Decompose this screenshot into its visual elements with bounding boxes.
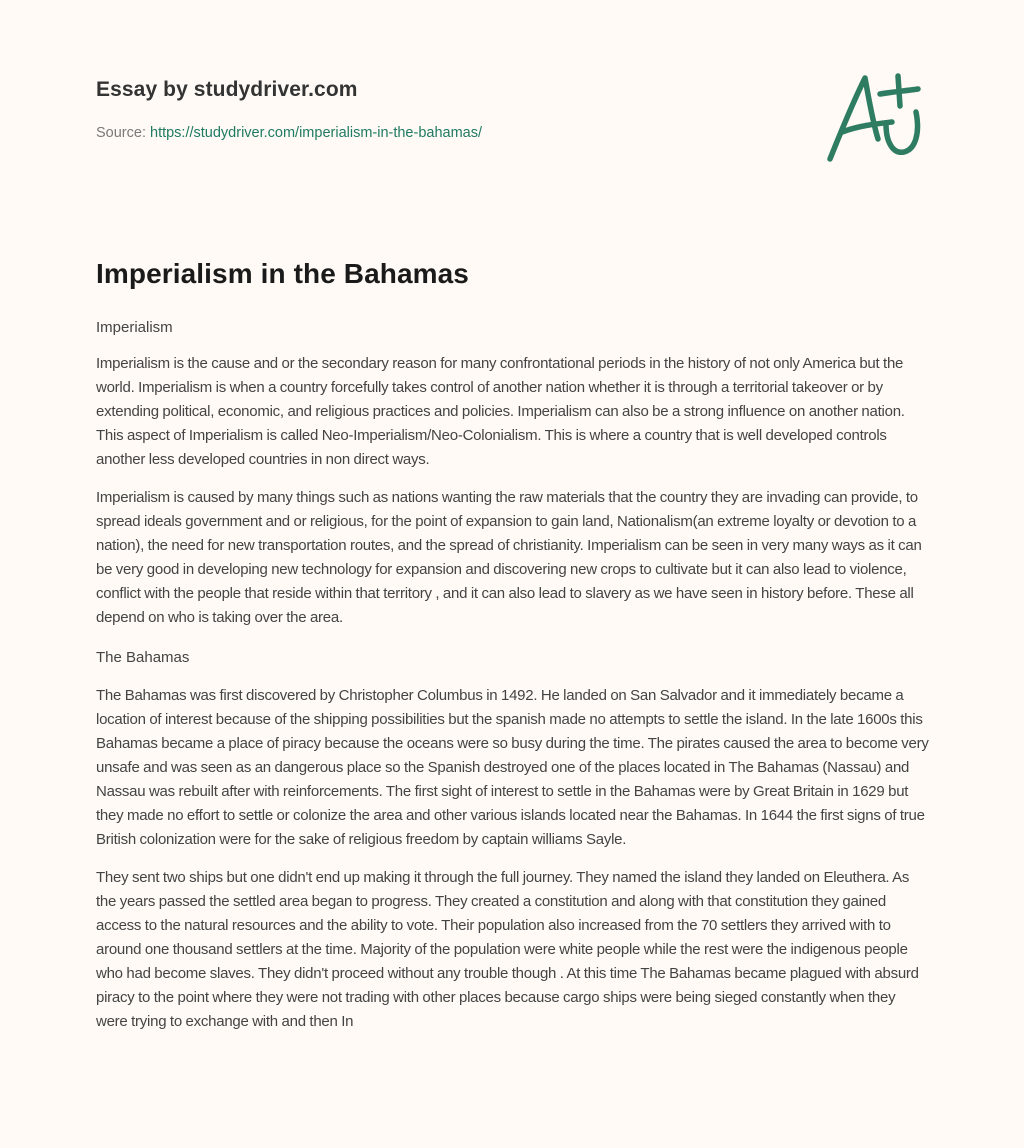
paragraph: The Bahamas was first discovered by Christopher Columbus in 1492. He landed on San Salvador and it immediately became a location of interest because of the shipping possibilities but the spanish made no attempts to settle the island. In the late 1600s this Bahamas became a place of piracy because the oceans were so busy during the time. The pirates caused the area to become very unsafe and was seen as an dangerous place so the Spanish destroyed one of the places located in The Bahamas (Nassau) and Nassau was rebuilt after with reinforcements. The first sight of interest to settle in the Bahamas were by Great Britain in 1629 but they made no effort to settle or colonize the area and other various islands located near the Bahamas. In 1644 the first signs of true British colonization were for the sake of religious freedom by captain williams Sayle. [96,687,929,848]
page-title: Imperialism in the Bahamas [96,258,469,289]
source-line [96,123,796,143]
section-heading-imperialism: Imperialism [96,319,173,336]
paragraph: They sent two ships but one didn't end up making it through the full journey. They named the island they landed on Eleuthera. As the years passed the settled area began to progress. They created a constitution and along with that constitution they gained access to the natural resources and the ability to vote. Their population also increased from the 70 settlers they arrived with to around one thousand settlers at the time. Majority of the population were white people while the rest were the indigenous people who had become slaves. They didn't proceed without any trouble though . At this time The Bahamas became plagued with absurd piracy to the point where they were not trading with other places because cargo ships were being sieged constantly when they were trying to exchange with and then In [96,869,919,1030]
paragraph: Imperialism is caused by many things such as nations wanting the raw materials that the country they are invading can provide, to spread ideals government and or religious, for the point of expansion to gain land, Nationalism(an extreme loyalty or devotion to a nation), the need for new transportation routes, and the spread of christianity. Imperialism can be seen in very many ways as it can be very good in developing new technology for expansion and discovering new crops to cultivate but it can also lead to violence, conflict with the people that reside within that territory , and it can also lead to slavery as we have seen in history before. These all depend on who is taking over the area. [96,489,922,626]
paragraph: Imperialism is the cause and or the secondary reason for many confrontational periods in the history of not only America but the world. Imperialism is when a country forcefully takes control of another nation whether it is through a territorial takeover or by extending political, economic, and religious practices and policies. Imperialism can also be a strong influence on another nation. This aspect of Imperialism is called Neo-Imperialism/Neo-Colonialism. This is where a country that is well developed controls another less developed countries in non direct ways. [96,355,905,468]
section-heading-the-bahamas: The Bahamas [96,649,190,666]
a-plus-grade-icon [820,64,930,169]
source-label: Source: [96,125,150,141]
page-header [96,74,796,143]
site-brand: Essay by studydriver.com [96,78,358,101]
essay-article [96,254,930,1034]
source-link[interactable]: https://studydriver.com/imperialism-in-the-bahamas/ [150,125,483,141]
